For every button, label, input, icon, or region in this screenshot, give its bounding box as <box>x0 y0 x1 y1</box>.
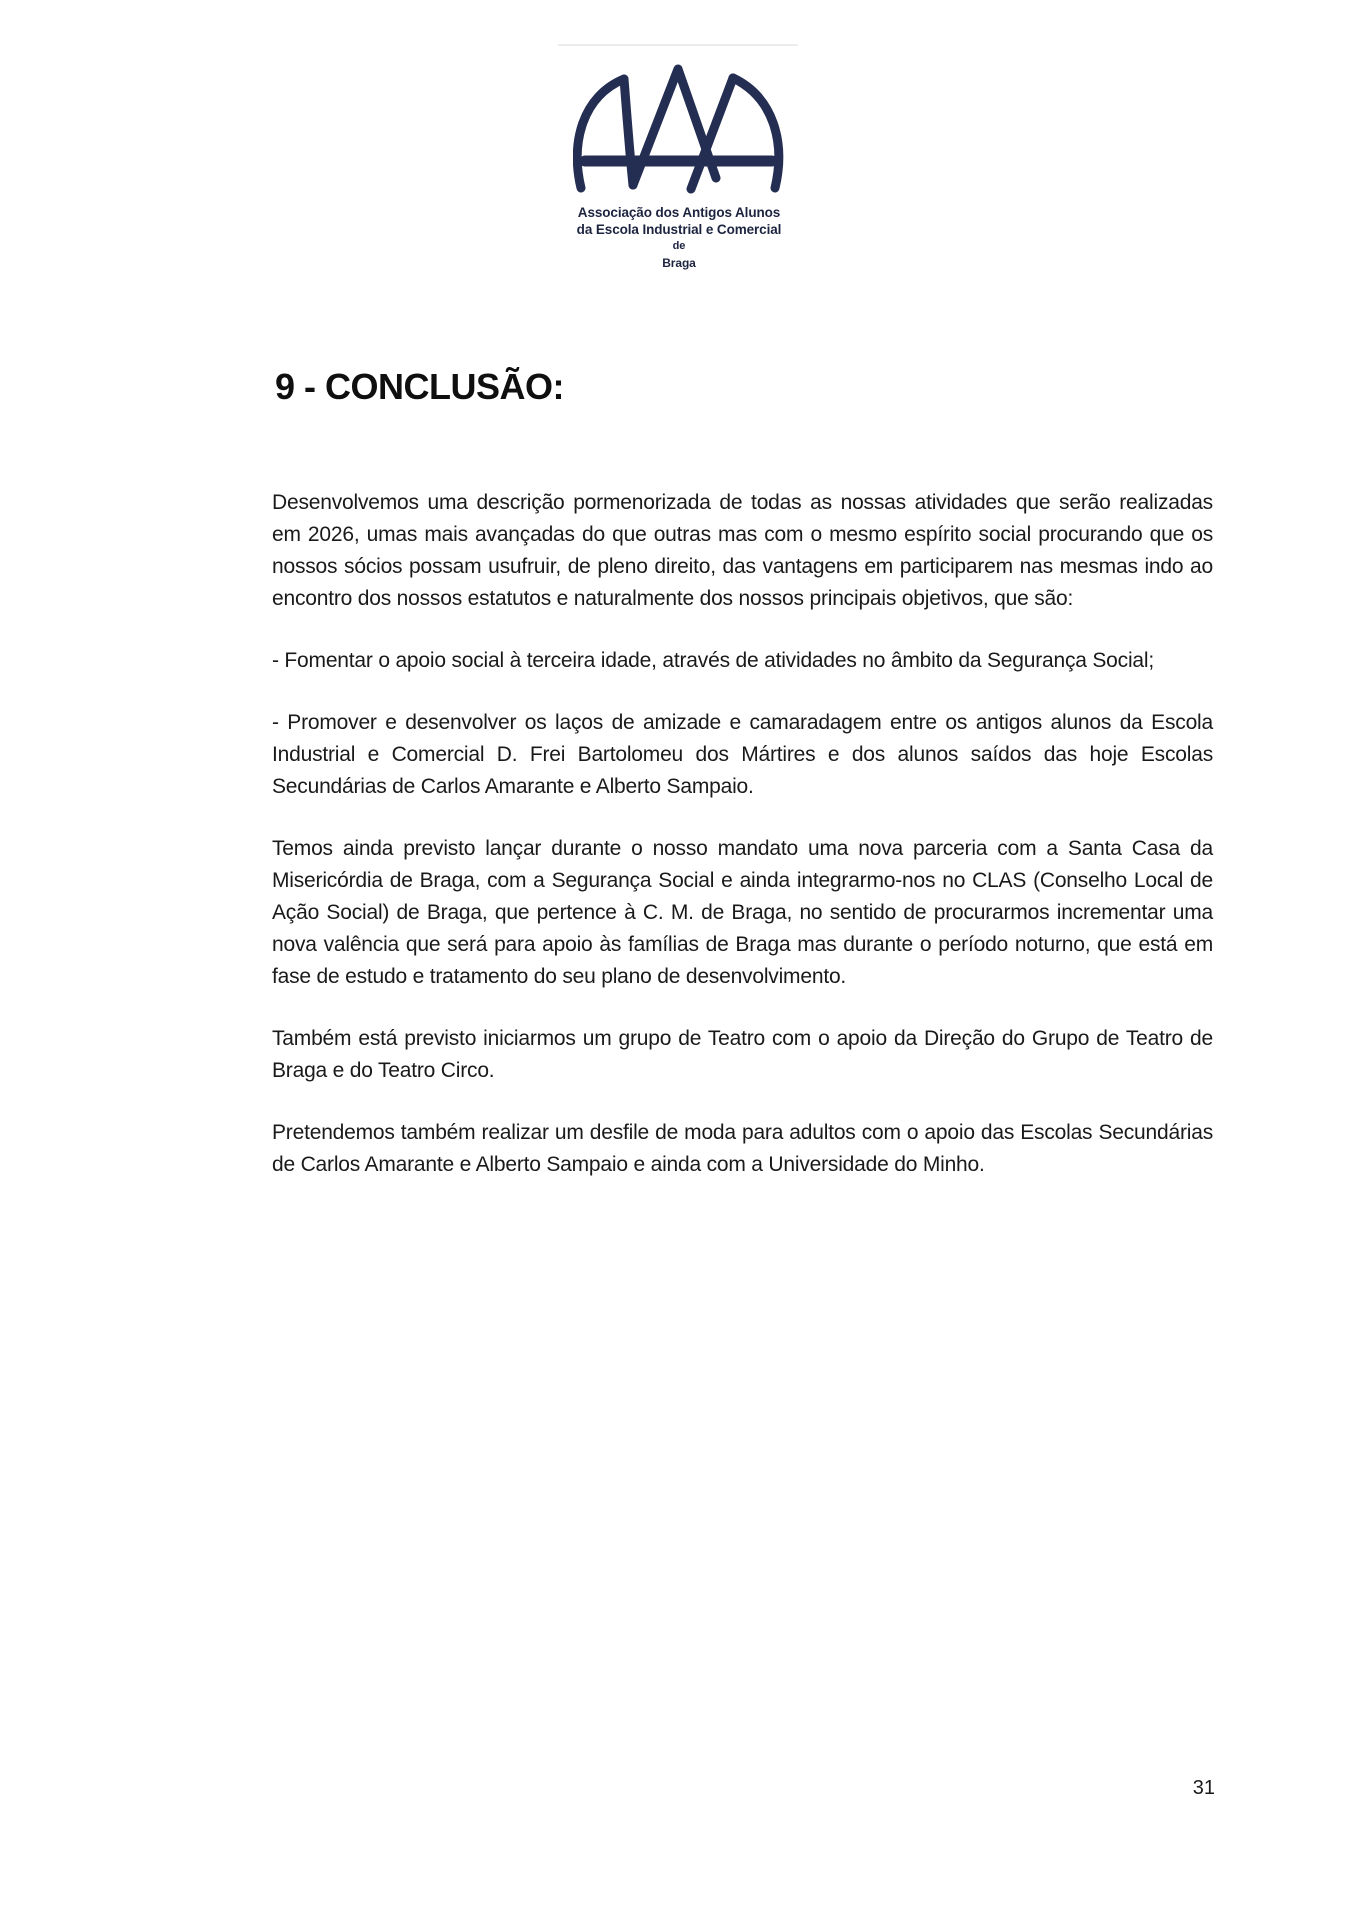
paragraph-parcerias: Temos ainda previsto lançar durante o nosso mandato uma nova parceria com a Santa Casa da Misericórdia de Braga, com a Segurança Social e ainda integrarmo-nos no CLAS (Conselho Local de Ação Social) de Braga, que pertence à C. M. de Braga, no sentido de procurarmos incrementar uma nova valência que será para apoio às famílias de Braga mas durante o período noturno, que está em fase de estudo e tratamento do seu plano de desenvolvimento. <box>272 837 1213 988</box>
paragraph-objective-fomentar: - Fomentar o apoio social à terceira idade, através de atividades no âmbito da Segurança Social; <box>272 649 1154 672</box>
aaa-monogram-icon <box>573 62 785 198</box>
page-number: 31 <box>1192 1777 1215 1799</box>
logo-org-name-line1: Associação dos Antigos Alunos <box>577 205 781 220</box>
logo-org-name-line3: de <box>672 240 686 252</box>
paragraph-desfile: Pretendemos também realizar um desfile de moda para adultos com o apoio das Escolas Secundárias de Carlos Amarante e Alberto Sampaio e ainda com a Universidade do Minho. <box>272 1121 1213 1176</box>
section-heading: 9 - CONCLUSÃO: <box>275 366 564 407</box>
association-logo <box>479 62 879 272</box>
faint-top-rule <box>558 44 798 46</box>
document-body <box>272 487 1213 1211</box>
logo-org-name-line4: Braga <box>662 256 696 270</box>
logo-org-name-line2: da Escola Industrial e Comercial <box>576 222 782 237</box>
paragraph-objective-promover: - Promover e desenvolver os laços de amizade e camaradagem entre os antigos alunos da Escola Industrial e Comercial D. Frei Bartolomeu dos Mártires e dos alunos saídos das hoje Escolas Secundárias de Carlos Amarante e Alberto Sampaio. <box>272 711 1213 798</box>
paragraph-teatro: Também está previsto iniciarmos um grupo de Teatro com o apoio da Direção do Grupo de Teatro de Braga e do Teatro Circo. <box>272 1027 1213 1082</box>
paragraph-intro: Desenvolvemos uma descrição pormenorizada de todas as nossas atividades que serão realizadas em 2026, umas mais avançadas do que outras mas com o mesmo espírito social procurando que os nossos sócios possam usufruir, de pleno direito, das vantagens em participarem nas mesmas indo ao encontro dos nossos estatutos e naturalmente dos nossos principais objetivos, que são: <box>272 491 1213 610</box>
